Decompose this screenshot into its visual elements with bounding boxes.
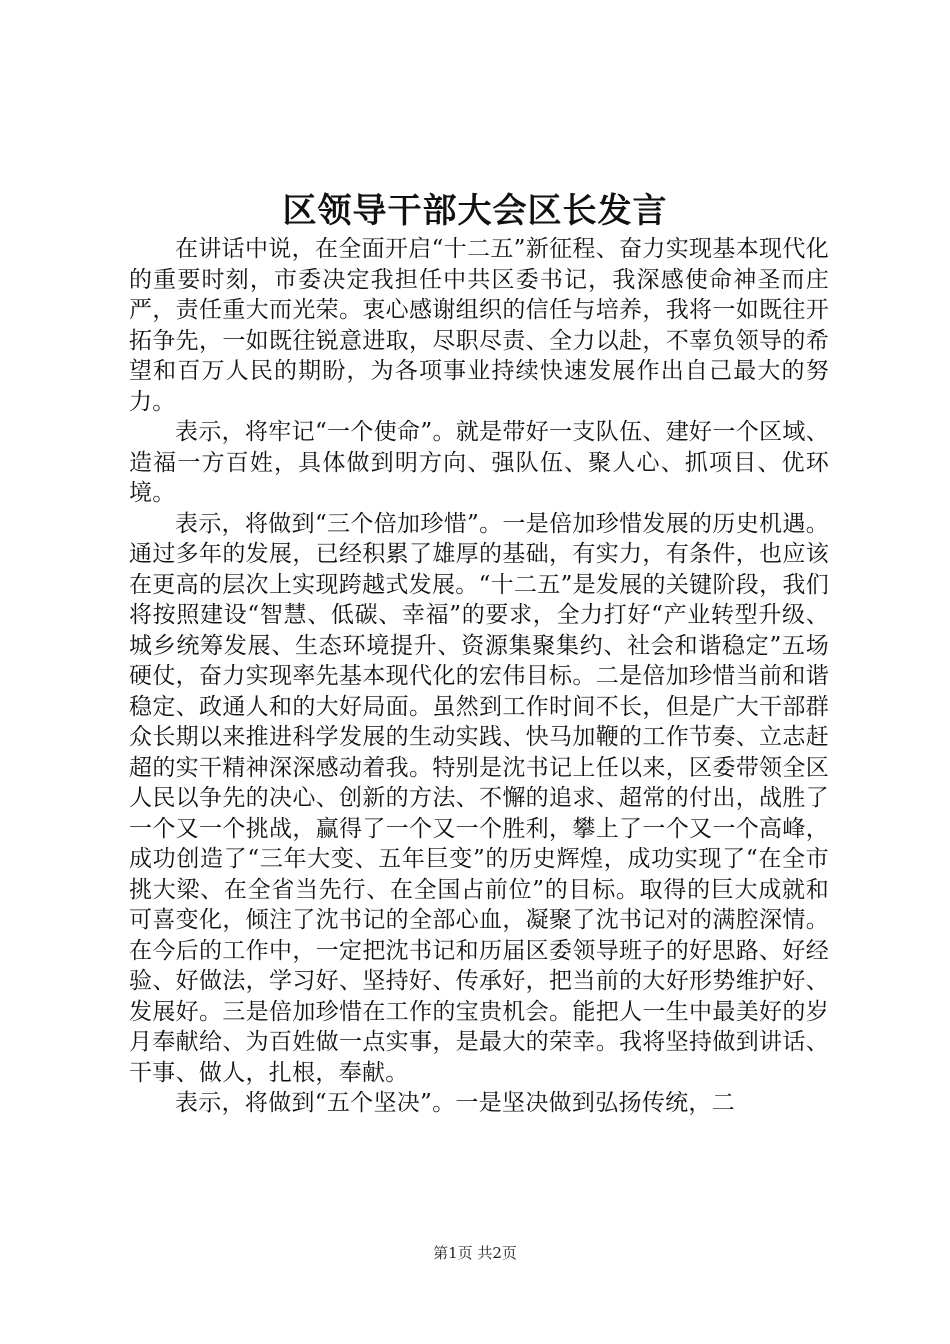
- paragraph-1: 在讲话中说，在全面开启“十二五”新征程、奋力实现基本现代化的重要时刻，市委决定我担任中共区委书记，我深感使命神圣而庄严，责任重大而光荣。衷心感谢组织的信任与培养，我将一如既往开拓争先，一如既往锐意进取，尽职尽责、全力以赴，不辜负领导的希望和百万人民的期盼，为各项事业持续快速发展作出自己最大的努力。: [129, 236, 829, 415]
- document-title: 区领导干部大会区长发言: [282, 191, 668, 231]
- paragraph-2: 表示，将牢记“一个使命”。就是带好一支队伍、建好一个区域、造福一方百姓，具体做到明方向、强队伍、聚人心、抓项目、优环境。: [129, 419, 829, 506]
- page-footer: 第1页 共2页: [433, 1244, 517, 1262]
- paragraph-3: 表示，将做到“三个倍加珍惜”。一是倍加珍惜发展的历史机遇。通过多年的发展，已经积累了雄厚的基础，有实力，有条件，也应该在更高的层次上实现跨越式发展。“十二五”是发展的关键阶段，我们将按照建设“智慧、低碳、幸福”的要求，全力打好“产业转型升级、城乡统筹发展、生态环境提升、资源集聚集约、社会和谐稳定”五场硬仗，奋力实现率先基本现代化的宏伟目标。二是倍加珍惜当前和谐稳定、政通人和的大好局面。虽然到工作时间不长，但是广大干部群众长期以来推进科学发展的生动实践、快马加鞭的工作节奏、立志赶超的实干精神深深感动着我。特别是沈书记上任以来，区委带领全区人民以争先的决心、创新的方法、不懈的追求、超常的付出，战胜了一个又一个挑战，赢得了一个又一个胜利，攀上了一个又一个高峰，成功创造了“三年大变、五年巨变”的历史辉煌，成功实现了“在全市挑大梁、在全省当先行、在全国占前位”的目标。取得的巨大成就和可喜变化，倾注了沈书记的全部心血，凝聚了沈书记对的满腔深情。在今后的工作中，一定把沈书记和历届区委领导班子的好思路、好经验、好做法，学习好、坚持好、传承好，把当前的大好形势维护好、发展好。三是倍加珍惜在工作的宝贵机会。能把人一生中最美好的岁月奉献给、为百姓做一点实事，是最大的荣幸。我将坚持做到讲话、干事、做人，扎根，奉献。: [129, 510, 829, 1086]
- document-body: [129, 234, 829, 1119]
- paragraph-4: 表示，将做到“五个坚决”。一是坚决做到弘扬传统，二: [175, 1090, 736, 1116]
